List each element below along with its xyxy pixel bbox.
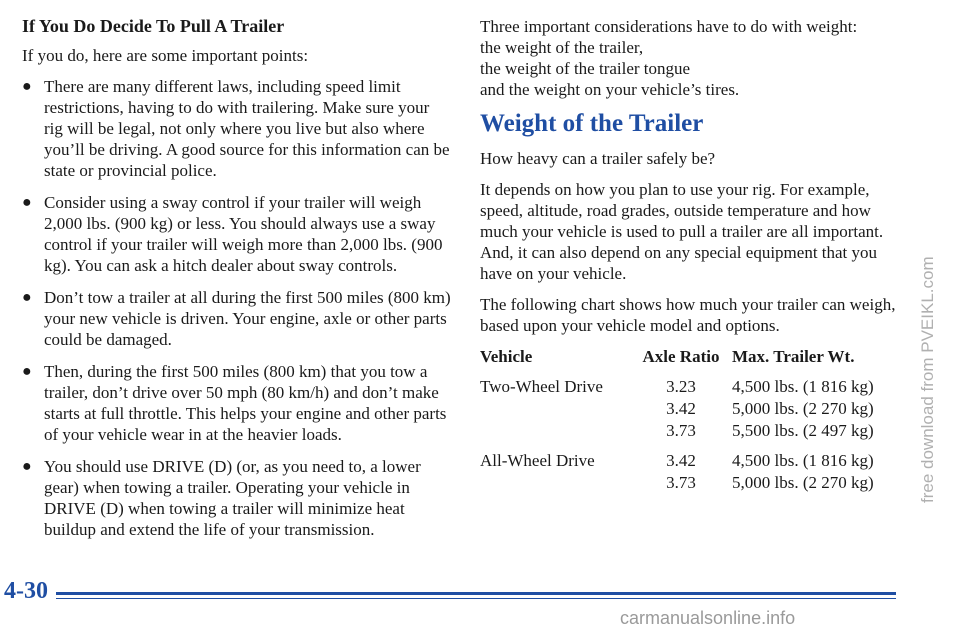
table-cell: 4,500 lbs. (1 816 kg) [732,451,874,470]
table-row [480,398,907,420]
section-title: Weight of the Trailer [480,110,704,137]
text-line: Three important considerations have to do with weight: [480,17,858,36]
footer-rule [56,592,896,595]
trailer-weight-table [480,346,907,494]
paragraph: It depends on how you plan to use your rig. For example, speed, altitude, road grades, outside temperature and how much your vehicle is used to pull a trailer are all important. And, it can also depend on any special equipment that you have on your vehicle. [480,180,884,283]
table-cell: 3.73 [666,473,696,492]
table-cell: 4,500 lbs. (1 816 kg) [732,377,874,396]
bullet-icon: ● [22,458,32,475]
bullet-icon: ● [22,363,32,380]
list-item: ● Don’t tow a trailer at all during the first 500 miles (800 km) your new vehicle is driven. Your engine, axle or other parts could be damaged. [22,288,451,349]
table-cell: 3.42 [666,399,696,418]
table-row [480,442,907,472]
list-item: ● Consider using a sway control if your trailer will weigh 2,000 lbs. (900 kg) or less. You should always use a sway control if your trailer will weigh more than 2,000 lbs. (900 kg). You can ask a hitch dealer about sway controls. [22,193,443,275]
column-header: Axle Ratio [642,347,720,366]
side-watermark: free download from PVEIKL.com [918,256,937,504]
right-column [480,16,910,494]
weight-considerations [480,16,910,100]
table-row [480,420,907,442]
table-cell: 3.42 [666,451,696,470]
page-footer [0,578,960,618]
bullet-list [22,76,452,540]
bottom-watermark: carmanualsonline.info [620,608,796,628]
table-cell: Two-Wheel Drive [480,377,603,396]
list-item: ● There are many different laws, including speed limit restrictions, having to do with trailering. Make sure your rig will be legal, not only where you live but also where you’ll be driving. A good source for this information can be state or provincial police. [22,77,450,180]
text-line: the weight of the trailer, [480,38,644,57]
table-cell: All-Wheel Drive [480,451,595,470]
column-header: Max. Trailer Wt. [732,347,855,366]
table-header-row [480,346,907,376]
list-item: ● Then, during the first 500 miles (800 km) that you tow a trailer, don’t drive over 50 mph (80 km/h) and don’t make starts at full throttle. This helps your engine and other parts of your vehicle wear in at the heavier loads. [22,362,447,444]
table-cell: 5,000 lbs. (2 270 kg) [732,399,874,418]
table-row [480,472,907,494]
table-cell: 5,000 lbs. (2 270 kg) [732,473,874,492]
list-item: ● You should use DRIVE (D) (or, as you need to, a lower gear) when towing a trailer. Operating your vehicle in DRIVE (D) when towing a trailer will minimize heat buildup and extend the life of your transmission. [22,457,421,539]
paragraph: The following chart shows how much your trailer can weigh, based upon your vehicle model and options. [480,295,896,335]
bullet-icon: ● [22,194,32,211]
page-number: 4-30 [4,578,48,604]
text-line: and the weight on your vehicle’s tires. [480,80,740,99]
text-line: the weight of the trailer tongue [480,59,691,78]
paragraph: How heavy can a trailer safely be? [480,149,716,168]
table-cell: 5,500 lbs. (2 497 kg) [732,421,874,440]
left-column [22,16,452,551]
table-cell [480,398,630,420]
section-heading: If You Do Decide To Pull A Trailer [22,16,285,36]
table-cell: 3.73 [666,421,696,440]
footer-rule-thin [56,598,896,599]
bullet-icon: ● [22,78,32,95]
intro-text: If you do, here are some important points: [22,46,309,65]
bullet-icon: ● [22,289,32,306]
table-cell: 3.23 [666,377,696,396]
column-header: Vehicle [480,347,533,366]
table-row [480,376,907,398]
table-cell [480,420,630,442]
table-cell [480,472,630,494]
